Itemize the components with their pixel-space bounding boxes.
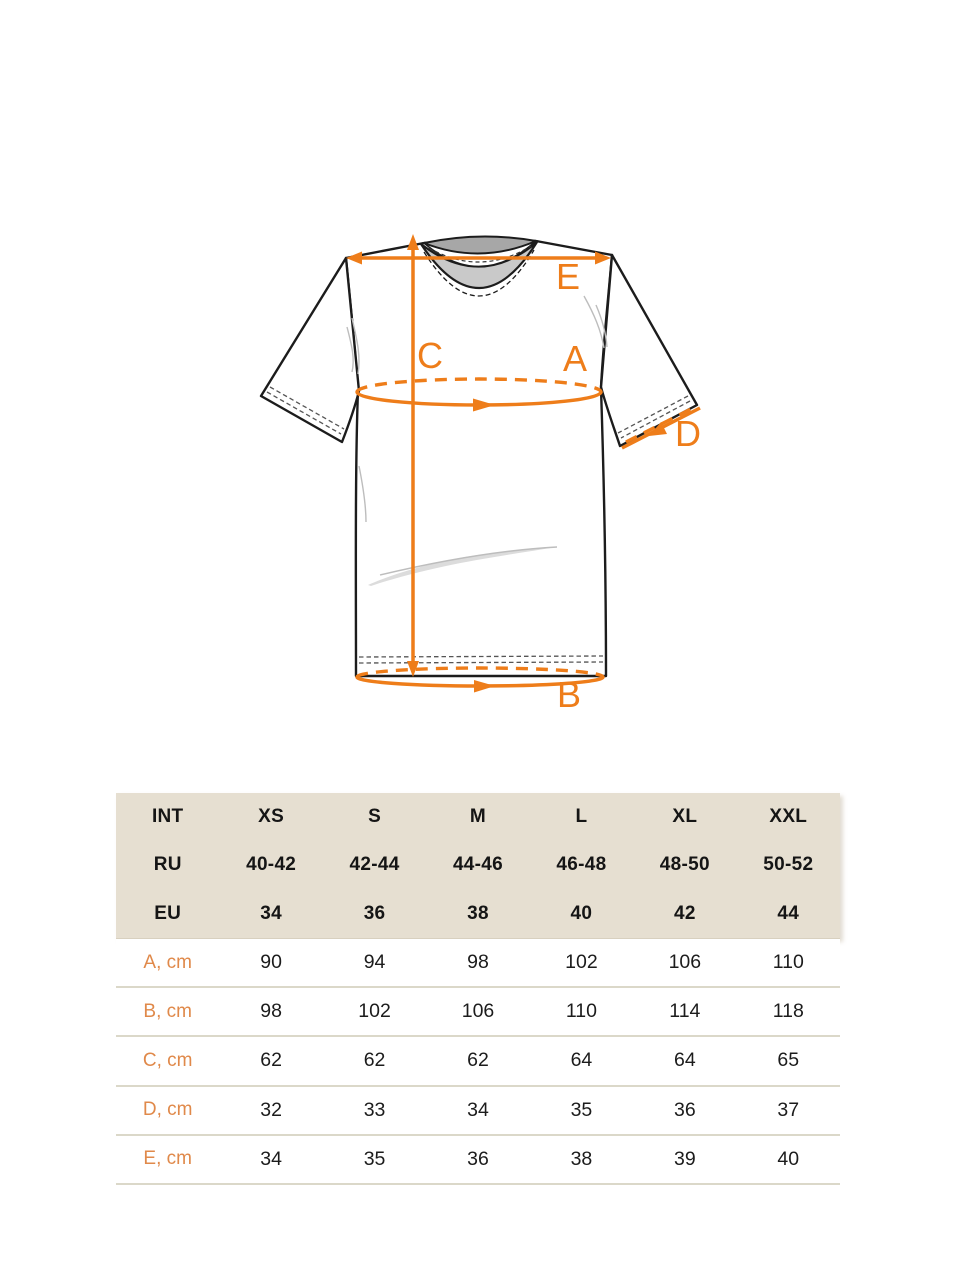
size-cell: 62 [363, 1049, 386, 1072]
measurement-letter-a: A [562, 338, 588, 379]
header-label: EU [154, 902, 182, 924]
measure-row-e [116, 1136, 840, 1185]
header-cell: 46-48 [556, 854, 607, 876]
size-table-header [116, 793, 840, 939]
header-cell: 40 [570, 902, 593, 924]
arrowhead-right-icon [474, 680, 495, 693]
header-cell: 50-52 [763, 854, 814, 876]
header-cell: XL [672, 806, 698, 828]
header-cell: 48-50 [659, 854, 710, 876]
size-cell: 102 [565, 951, 598, 974]
size-cell: 65 [777, 1049, 800, 1072]
size-cell: 106 [461, 1000, 495, 1023]
size-cell: 35 [363, 1147, 386, 1170]
size-cell: 62 [260, 1049, 282, 1072]
size-cell: 98 [467, 951, 489, 974]
size-cell: 36 [467, 1147, 489, 1170]
size-cell: 64 [674, 1049, 696, 1072]
row-label: E, cm [143, 1148, 192, 1170]
measure-row-d [116, 1087, 840, 1136]
header-row-ru [116, 841, 840, 889]
size-cell: 39 [674, 1147, 696, 1170]
size-cell: 34 [467, 1098, 489, 1121]
size-cell: 106 [668, 951, 702, 974]
size-table [116, 793, 840, 1185]
header-cell: 34 [260, 902, 282, 924]
size-cell: 40 [777, 1147, 800, 1170]
header-row-int [116, 793, 840, 841]
measure-row-b [116, 988, 840, 1037]
measurement-letter-b: B [556, 674, 582, 715]
size-cell: 64 [570, 1049, 593, 1072]
size-table-body [116, 939, 840, 1185]
header-cell: 36 [363, 902, 386, 924]
size-cell: 35 [570, 1098, 593, 1121]
header-cell: 38 [467, 902, 489, 924]
header-cell: 44 [777, 902, 800, 924]
size-cell: 90 [260, 951, 282, 974]
header-cell: 44-46 [452, 854, 504, 876]
measurement-letter-d: D [675, 413, 701, 454]
size-cell: 32 [260, 1098, 282, 1121]
header-cell: XXL [769, 806, 808, 828]
size-cell: 114 [669, 1000, 701, 1023]
size-cell: 94 [363, 951, 386, 974]
header-cell: S [368, 806, 382, 828]
size-cell: 36 [674, 1098, 696, 1121]
size-cell: 37 [777, 1098, 800, 1121]
measurement-letter-e: E [555, 256, 581, 297]
header-cell: XS [258, 806, 285, 828]
header-cell: M [469, 806, 487, 828]
row-label: B, cm [143, 1000, 192, 1022]
tshirt-left-sleeve [261, 258, 359, 442]
measure-row-a [116, 939, 840, 988]
header-cell: 42 [673, 902, 696, 924]
header-cell: 40-42 [246, 854, 297, 876]
size-cell: 33 [363, 1098, 386, 1121]
header-label: RU [153, 854, 182, 876]
size-cell: 38 [570, 1147, 593, 1170]
header-cell: L [575, 806, 588, 828]
size-cell: 98 [260, 1000, 282, 1023]
size-cell: 62 [467, 1049, 489, 1072]
row-label: D, cm [142, 1099, 193, 1121]
row-label: C, cm [142, 1049, 193, 1071]
size-cell: 102 [358, 1000, 391, 1023]
tshirt-body [346, 241, 612, 676]
header-row-eu [116, 890, 840, 938]
size-cell: 110 [565, 1000, 597, 1023]
size-cell: 110 [772, 951, 804, 974]
row-label: A, cm [143, 951, 192, 973]
measure-row-c [116, 1037, 840, 1086]
arrowhead-up-icon [407, 234, 419, 250]
header-label: INT [151, 806, 184, 828]
size-cell: 34 [260, 1147, 282, 1170]
size-cell: 118 [772, 1000, 804, 1023]
measurement-letter-c: C [417, 335, 443, 376]
header-cell: 42-44 [349, 854, 400, 876]
